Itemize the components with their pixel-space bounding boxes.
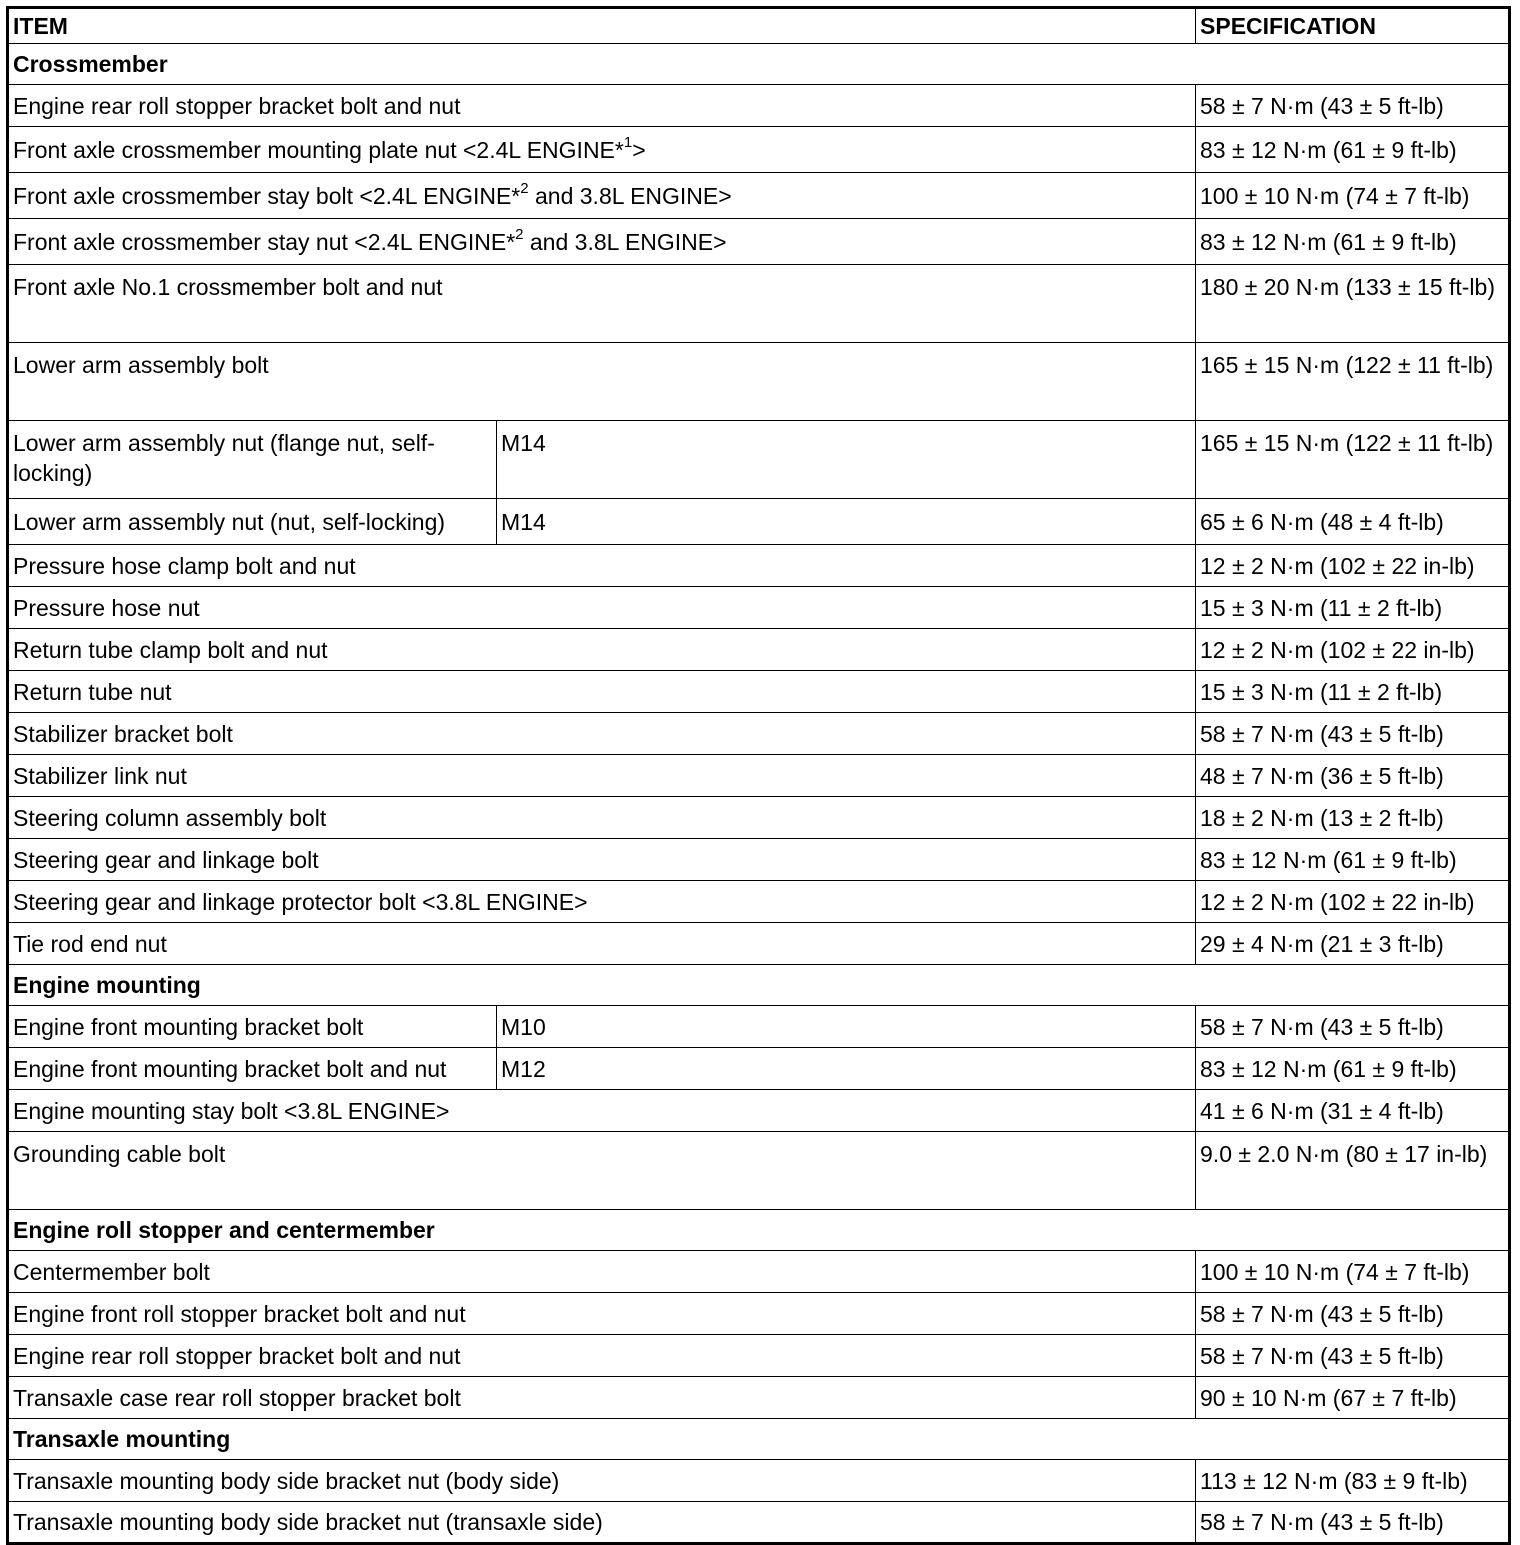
item-cell: Steering column assembly bolt [8,797,1196,839]
item-cell: Lower arm assembly nut (nut, self-locking) [8,499,497,545]
spec-cell: 165 ± 15 N·m (122 ± 11 ft-lb) [1196,421,1510,499]
item-cell: Steering gear and linkage bolt [8,839,1196,881]
footnote-mark: 2 [515,226,524,244]
spec-cell: 12 ± 2 N·m (102 ± 22 in-lb) [1196,881,1510,923]
table-row [8,923,1510,965]
spec-cell: 48 ± 7 N·m (36 ± 5 ft-lb) [1196,755,1510,797]
size-cell: M14 [497,499,1196,545]
item-text-after: > [632,137,646,163]
section-transaxle-mounting [8,1419,1510,1544]
spec-cell: 29 ± 4 N·m (21 ± 3 ft-lb) [1196,923,1510,965]
table-row [8,1048,1510,1090]
item-cell: Engine front mounting bracket bolt [8,1006,497,1048]
section-crossmember [8,44,1510,965]
item-text: Front axle crossmember mounting plate nut <2.4L ENGINE* [13,137,624,163]
spec-cell: 100 ± 10 N·m (74 ± 7 ft-lb) [1196,173,1510,219]
spec-cell: 180 ± 20 N·m (133 ± 15 ft-lb) [1196,265,1510,343]
table-row [8,671,1510,713]
table-row [8,499,1510,545]
item-text: Front axle crossmember stay bolt <2.4L ENGINE* [13,183,521,209]
table-row [8,1251,1510,1293]
spec-cell: 41 ± 6 N·m (31 ± 4 ft-lb) [1196,1090,1510,1132]
table-row [8,173,1510,219]
item-cell: Return tube nut [8,671,1196,713]
table-row [8,1293,1510,1335]
item-text-after: and 3.8L ENGINE> [523,229,727,255]
item-text: Front axle crossmember stay nut <2.4L ENGINE* [13,229,516,255]
table-row [8,127,1510,173]
table-row [8,1090,1510,1132]
spec-cell: 165 ± 15 N·m (122 ± 11 ft-lb) [1196,343,1510,421]
section-title: Engine roll stopper and centermember [8,1210,1510,1251]
spec-cell: 12 ± 2 N·m (102 ± 22 in-lb) [1196,545,1510,587]
table-row [8,85,1510,127]
item-cell [8,173,1196,219]
table-row [8,1132,1510,1210]
table-row [8,343,1510,421]
item-cell: Engine mounting stay bolt <3.8L ENGINE> [8,1090,1196,1132]
size-cell: M12 [497,1048,1196,1090]
item-cell: Engine rear roll stopper bracket bolt and nut [8,85,1196,127]
item-cell: Engine front roll stopper bracket bolt and nut [8,1293,1196,1335]
item-cell: Pressure hose nut [8,587,1196,629]
size-cell: M14 [497,421,1196,499]
spec-cell: 58 ± 7 N·m (43 ± 5 ft-lb) [1196,1006,1510,1048]
item-cell: Transaxle case rear roll stopper bracket bolt [8,1377,1196,1419]
spec-cell: 58 ± 7 N·m (43 ± 5 ft-lb) [1196,1335,1510,1377]
item-cell: Engine front mounting bracket bolt and nut [8,1048,497,1090]
spec-cell: 83 ± 12 N·m (61 ± 9 ft-lb) [1196,219,1510,265]
item-cell: Front axle No.1 crossmember bolt and nut [8,265,1196,343]
spec-cell: 15 ± 3 N·m (11 ± 2 ft-lb) [1196,671,1510,713]
table-row [8,1377,1510,1419]
header-row [8,8,1510,44]
spec-cell: 90 ± 10 N·m (67 ± 7 ft-lb) [1196,1377,1510,1419]
table-row [8,587,1510,629]
item-cell [8,219,1196,265]
spec-cell: 58 ± 7 N·m (43 ± 5 ft-lb) [1196,713,1510,755]
spec-cell: 100 ± 10 N·m (74 ± 7 ft-lb) [1196,1251,1510,1293]
spec-cell: 15 ± 3 N·m (11 ± 2 ft-lb) [1196,587,1510,629]
item-cell: Pressure hose clamp bolt and nut [8,545,1196,587]
spec-cell: 65 ± 6 N·m (48 ± 4 ft-lb) [1196,499,1510,545]
table-row [8,797,1510,839]
spec-cell: 58 ± 7 N·m (43 ± 5 ft-lb) [1196,1293,1510,1335]
table-row [8,1006,1510,1048]
spec-cell: 18 ± 2 N·m (13 ± 2 ft-lb) [1196,797,1510,839]
size-cell: M10 [497,1006,1196,1048]
item-cell: Transaxle mounting body side bracket nut (transaxle side) [8,1502,1196,1544]
footnote-mark: 1 [623,134,633,152]
spec-cell: 58 ± 7 N·m (43 ± 5 ft-lb) [1196,85,1510,127]
item-cell: Engine rear roll stopper bracket bolt and nut [8,1335,1196,1377]
torque-spec-table [6,6,1511,1545]
table-row [8,545,1510,587]
item-cell: Stabilizer bracket bolt [8,713,1196,755]
section-title: Transaxle mounting [8,1419,1510,1460]
item-cell: Steering gear and linkage protector bolt <3.8L ENGINE> [8,881,1196,923]
spec-cell: 83 ± 12 N·m (61 ± 9 ft-lb) [1196,839,1510,881]
section-title: Crossmember [8,44,1510,85]
item-cell: Centermember bolt [8,1251,1196,1293]
table-row [8,1502,1510,1544]
table-row [8,219,1510,265]
footnote-mark: 2 [520,180,529,198]
item-cell: Grounding cable bolt [8,1132,1196,1210]
table-row [8,713,1510,755]
table-row [8,1335,1510,1377]
item-cell: Lower arm assembly bolt [8,343,1196,421]
spec-cell: 58 ± 7 N·m (43 ± 5 ft-lb) [1196,1502,1510,1544]
section-engine-roll-stopper [8,1210,1510,1419]
table-row [8,755,1510,797]
item-cell: Tie rod end nut [8,923,1196,965]
table-row [8,1460,1510,1502]
spec-cell: 83 ± 12 N·m (61 ± 9 ft-lb) [1196,127,1510,173]
spec-cell: 12 ± 2 N·m (102 ± 22 in-lb) [1196,629,1510,671]
spec-cell: 83 ± 12 N·m (61 ± 9 ft-lb) [1196,1048,1510,1090]
table-row [8,881,1510,923]
table-row [8,421,1510,499]
table-row [8,839,1510,881]
item-cell [8,127,1196,173]
item-cell: Return tube clamp bolt and nut [8,629,1196,671]
section-title: Engine mounting [8,965,1510,1006]
item-column-header: ITEM [8,8,1196,44]
table-row [8,629,1510,671]
item-cell: Lower arm assembly nut (flange nut, self-locking) [8,421,497,499]
spec-cell: 9.0 ± 2.0 N·m (80 ± 17 in-lb) [1196,1132,1510,1210]
item-cell: Transaxle mounting body side bracket nut (body side) [8,1460,1196,1502]
section-engine-mounting [8,965,1510,1210]
item-cell: Stabilizer link nut [8,755,1196,797]
item-text-after: and 3.8L ENGINE> [528,183,732,209]
spec-cell: 113 ± 12 N·m (83 ± 9 ft-lb) [1196,1460,1510,1502]
specification-column-header: SPECIFICATION [1196,8,1510,44]
table-row [8,265,1510,343]
